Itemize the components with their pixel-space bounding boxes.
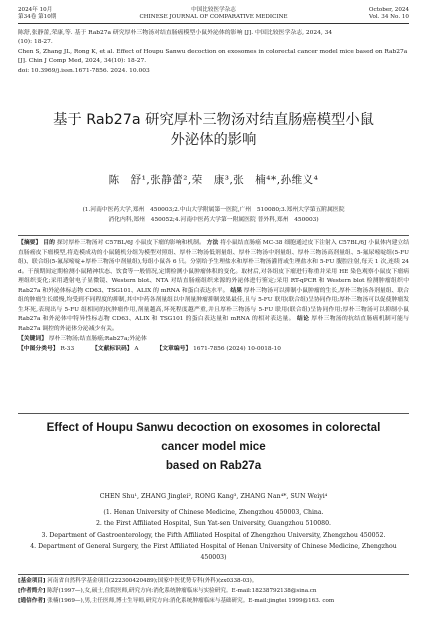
citation-en-line1: Chen S, Zhang JL, Rong K, et al. Effect of Houpu Sanwu decoction on exosomes in colorectal cancer model mice based on Rab27a — [18, 48, 408, 55]
affiliation-cn-line1: (1.河南中医药大学,郑州 450003;2.中山大学附属第一医院,广州 510080;3.郑州大学第五附属医院 — [82, 207, 345, 213]
doi: doi: 10.3969/j.issn.1671-7856. 2024. 10.003 — [18, 67, 150, 74]
doc-code-value: A — [134, 346, 139, 353]
affiliation-en-line2: 2. the First Affiliated Hospital, Sun Yat-sen University, Guangzhou 510080. — [95, 520, 332, 528]
keywords-row — [18, 334, 409, 344]
methods-label: 方法 — [206, 240, 219, 246]
results-label: 结果 — [230, 287, 243, 294]
journal-name-cn: 中国比较医学杂志 — [191, 7, 236, 13]
abstract-cn — [18, 235, 409, 354]
abstract-body — [18, 239, 409, 334]
clc-label: 【中图分类号】 — [18, 346, 59, 353]
citation-block — [18, 29, 409, 76]
running-head — [18, 7, 409, 29]
author-note-text: 陈舒(1997—),女,硕士,住院医师,研究方向:消化系统肿瘤临床与实验研究。E-mail:18238792138@sina.cn — [47, 587, 317, 594]
clc-item — [18, 344, 74, 354]
article-number-label: 【文章编号】 — [156, 346, 192, 353]
article-number-value: 1671-7856 (2024) 10-0018-10 — [193, 346, 281, 353]
affiliations-cn — [30, 205, 397, 225]
doc-code-label: 【文献标识码】 — [91, 346, 133, 353]
keywords-label: 【关键词】 — [18, 336, 47, 343]
issue-date-en: October, 2024 Vol. 34 No. 10 — [368, 7, 409, 20]
affiliation-en-line3: 3. Department of Gastroenterology, the Fifth Affiliated Hospital of Zhengzhou University, Zhengzhou 450052. — [41, 531, 386, 539]
article-title-cn — [18, 110, 409, 150]
title-cn-line2: 外泌体的影响 — [170, 132, 257, 148]
fund-label: [基金项目] — [18, 578, 46, 584]
objective-label: 【摘要】 目的 — [18, 240, 55, 246]
title-en-line2: based on Rab27a — [165, 459, 262, 472]
corresponding-label: [通信作者] — [18, 597, 46, 604]
objective-text: 探讨厚朴三物汤对 C57BL/6J 小鼠皮下瘤的影响和机制。 — [56, 240, 205, 246]
affiliations-en — [18, 507, 409, 563]
article-number-item — [156, 344, 281, 354]
journal-name-en: CHINESE JOURNAL OF COMPARATIVE MEDICINE — [139, 14, 288, 20]
authors-en: CHEN Shu¹, ZHANG Jinglei², RONG Kang³, ZHANG Nan⁴*, SUN Weiyi⁴ — [99, 493, 328, 500]
doc-code-item — [92, 344, 139, 354]
keywords-text: 厚朴三物汤;结直肠癌;Rab27a;外泌体 — [48, 336, 147, 343]
abstract-divider — [18, 413, 409, 414]
corresponding-author-note — [18, 597, 409, 607]
title-cn-line1: 基于 Rab27a 研究厚朴三物汤对结直肠癌模型小鼠 — [53, 112, 374, 128]
affiliation-cn-line2: 消化内科,郑州 450052;4.河南中医药大学第一附属医院 普外科,郑州 450003) — [108, 217, 319, 223]
title-en-line1: Effect of Houpu Sanwu decoction on exosomes in colorectal cancer model mice — [46, 421, 381, 453]
citation-en-line2: [J]. Chin J Comp Med, 2024, 34(10): 18-27. — [18, 58, 147, 65]
author-note — [18, 587, 409, 597]
footnotes — [18, 574, 409, 606]
affiliation-en-line4: 4. Department of General Surgery, the First Affiliated Hospital of Henan University of Chinese Medicine, Zhengzhou 450003) — [30, 542, 397, 562]
clc-value: R-33 — [60, 346, 75, 353]
author-note-label: [作者简介] — [18, 587, 46, 594]
authors-cn: 陈 舒¹,张静蕾²,荣 康³,张 楠⁴*,孙维义⁴ — [108, 174, 319, 186]
article-title-en — [30, 418, 397, 475]
fund-note — [18, 577, 409, 587]
classification-row — [18, 344, 409, 354]
affiliation-en-line1: (1. Henan University of Chinese Medicine, Zhengzhou 450003, China. — [103, 509, 324, 516]
methods-text: 将小鼠结直肠癌 MC-38 细胞通过皮下注射入 C57BL/6J 小鼠体内建立结直肠癌皮下瘤模型,将造模成功的小鼠随机分组为模型对照组、厚朴三物汤低剂量组、厚朴三物汤中剂量组、厚朴三物汤高剂量组、5-氟尿嘧啶组(5-FU 组)、联合组(5-氟尿嘧啶+厚朴三物汤中剂量组),每组小鼠各 6 只。分别给予生理盐水和厚朴三物汤灌胃或生理盐水和 5-FU 腹腔注射,每天 1 次,连续 24 d。干预期间定期检测小鼠精神状态、饮食等一般情况,定期检测小鼠肿瘤体积的变化。取材后,对各组皮下瘤进行称重并采用 HE 染色观察小鼠皮下瘤病理组织变化;采用透射电子显微镜、Western blot、NTA 对结直肠癌组织来源的外泌体进行鉴定;采用 RT-qPCR 和 Western blot 检测肿瘤组织中 Rab27a 和外泌体标志物 CD63、TSG101、ALIX 的 mRNA 和蛋白表达水平。 — [18, 240, 410, 294]
results-text: 厚朴三物汤可以抑制小鼠肿瘤的生长,厚朴三物汤各剂量组、联合组的肿瘤生长缓慢,均受到不同程度的抑制,其中中药各剂量组以中剂量肿瘤抑制效果最佳,且与 5-FU 联用(联合组)呈协同作用;厚朴三物汤可以促使肿瘤发生坏死,表现出与 5-FU 组相同的抗肿瘤作用,剂量越高,坏死程度越严重,并且厚朴三物汤与 5-FU 联用(联合组)呈协同作用;厚朴三物汤可以抑制小鼠 Rab27a 和外泌体中特异性标志物 CD63、ALIX 和 TSG101 的蛋白表达量和 mRNA 的相对表达量。 — [18, 287, 410, 323]
conclusion-text: 厚朴三物汤的抗结直肠癌机制可能与 Rab27a 调控的外泌体分泌减少有关。 — [18, 316, 409, 332]
issue-date-cn: 2024年 10月 第34卷 第10期 — [18, 7, 57, 20]
conclusion-label: 结论 — [296, 316, 310, 323]
journal-name — [18, 7, 409, 21]
citation-cn-line2: (10): 18-27. — [18, 39, 53, 46]
citation-cn-line1: 陈舒,张静蕾,荣康,等. 基于 Rab27a 研究厚朴三物汤对结直肠癌模型小鼠外泌体的影响 [J]. 中国比较医学杂志, 2024, 34 — [18, 30, 333, 36]
corresponding-text: 张楠(1969—),男,主任医师,博士生导师,研究方向:消化系统肿瘤临床与基础研究。E-mail:jingtei 1999@163. com — [47, 597, 335, 604]
fund-text: 河南省自然科学基金项目(222300420489);国家中医优势专科(外科)(zx0338-03)。 — [47, 578, 258, 584]
header-divider — [18, 23, 409, 24]
